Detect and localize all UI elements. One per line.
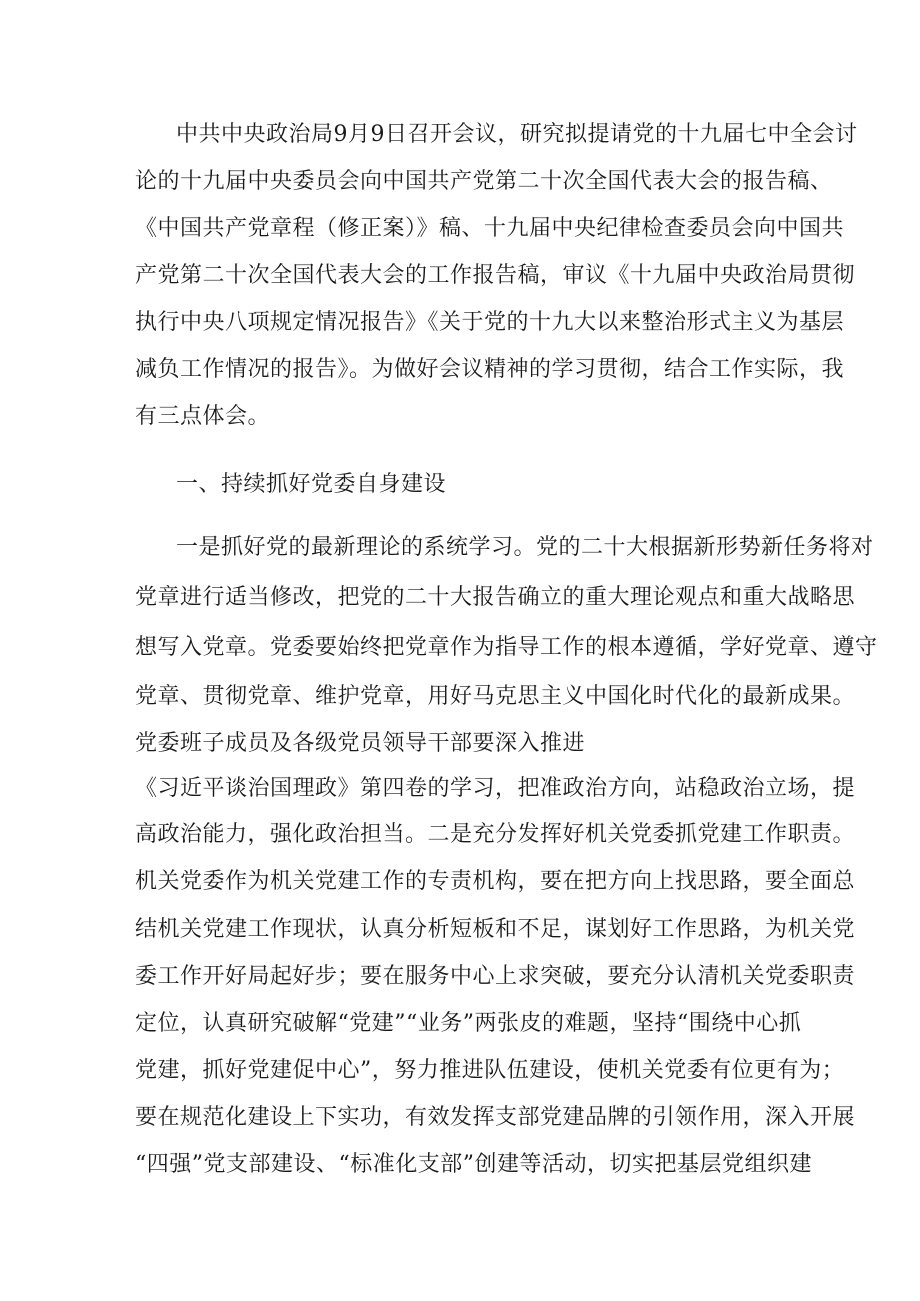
paragraph-line: 党建，抓好党建促中心”，努力推进队伍建设，使机关党委有位更有为； [135, 1058, 845, 1083]
section-heading: 一、持续抓好党委自身建设 [176, 472, 447, 497]
paragraph-line: 党章进行适当修改，把党的二十大报告确立的重大理论观点和重大战略思 [135, 585, 856, 610]
paragraph-line: 机关党委作为机关党建工作的专责机构，要在把方向上找思路，要全面总 [135, 869, 856, 894]
paragraph-line: 高政治能力，强化政治担当。二是充分发挥好机关党委抓党建工作职责。 [135, 822, 856, 847]
paragraph-line: 委工作开好局起好步；要在服务中心上求突破，要充分认清机关党委职责 [135, 964, 856, 989]
paragraph-line: 定位，认真研究破解“党建”“业务”两张皮的难题，坚持“围绕中心抓 [135, 1011, 802, 1036]
paragraph-line: 论的十九届中央委员会向中国共产党第二十次全国代表大会的报告稿、 [135, 169, 833, 194]
paragraph-line: “四强”党支部建设、“标准化支部”创建等活动，切实把基层党组织建 [135, 1152, 812, 1177]
paragraph-line: 一是抓好党的最新理论的系统学习。党的二十大根据新形势新任务将对 [176, 535, 874, 560]
paragraph-line: 产党第二十次全国代表大会的工作报告稿，审议《十九届中央政治局贯彻 [135, 263, 856, 288]
paragraph-line: 中共中央政治局9月9日召开会议，研究拟提请党的十九届七中全会讨 [176, 122, 858, 147]
paragraph-line: 结机关党建工作现状，认真分析短板和不足，谋划好工作思路，为机关党 [135, 917, 856, 942]
paragraph-line: 要在规范化建设上下实功，有效发挥支部党建品牌的引领作用，深入开展 [135, 1105, 856, 1130]
paragraph-line: 党委班子成员及各级党员领导干部要深入推进 [135, 731, 586, 756]
paragraph-line: 《中国共产党章程（修正案）》稿、十九届中央纪律检查委员会向中国共 [135, 216, 845, 241]
paragraph-line: 执行中央八项规定情况报告》《关于党的十九大以来整治形式主义为基层 [135, 310, 845, 335]
paragraph-line: 《习近平谈治国理政》第四卷的学习，把准政治方向，站稳政治立场，提 [135, 776, 856, 801]
paragraph-line: 减负工作情况的报告》。为做好会议精神的学习贯彻，结合工作实际，我 [135, 357, 845, 382]
paragraph-line: 有三点体会。 [135, 404, 271, 429]
paragraph-line: 想写入党章。党委要始终把党章作为指导工作的根本遵循，学好党章、遵守 [135, 635, 878, 660]
paragraph-line: 党章、贯彻党章、维护党章，用好马克思主义中国化时代化的最新成果。 [135, 684, 856, 709]
